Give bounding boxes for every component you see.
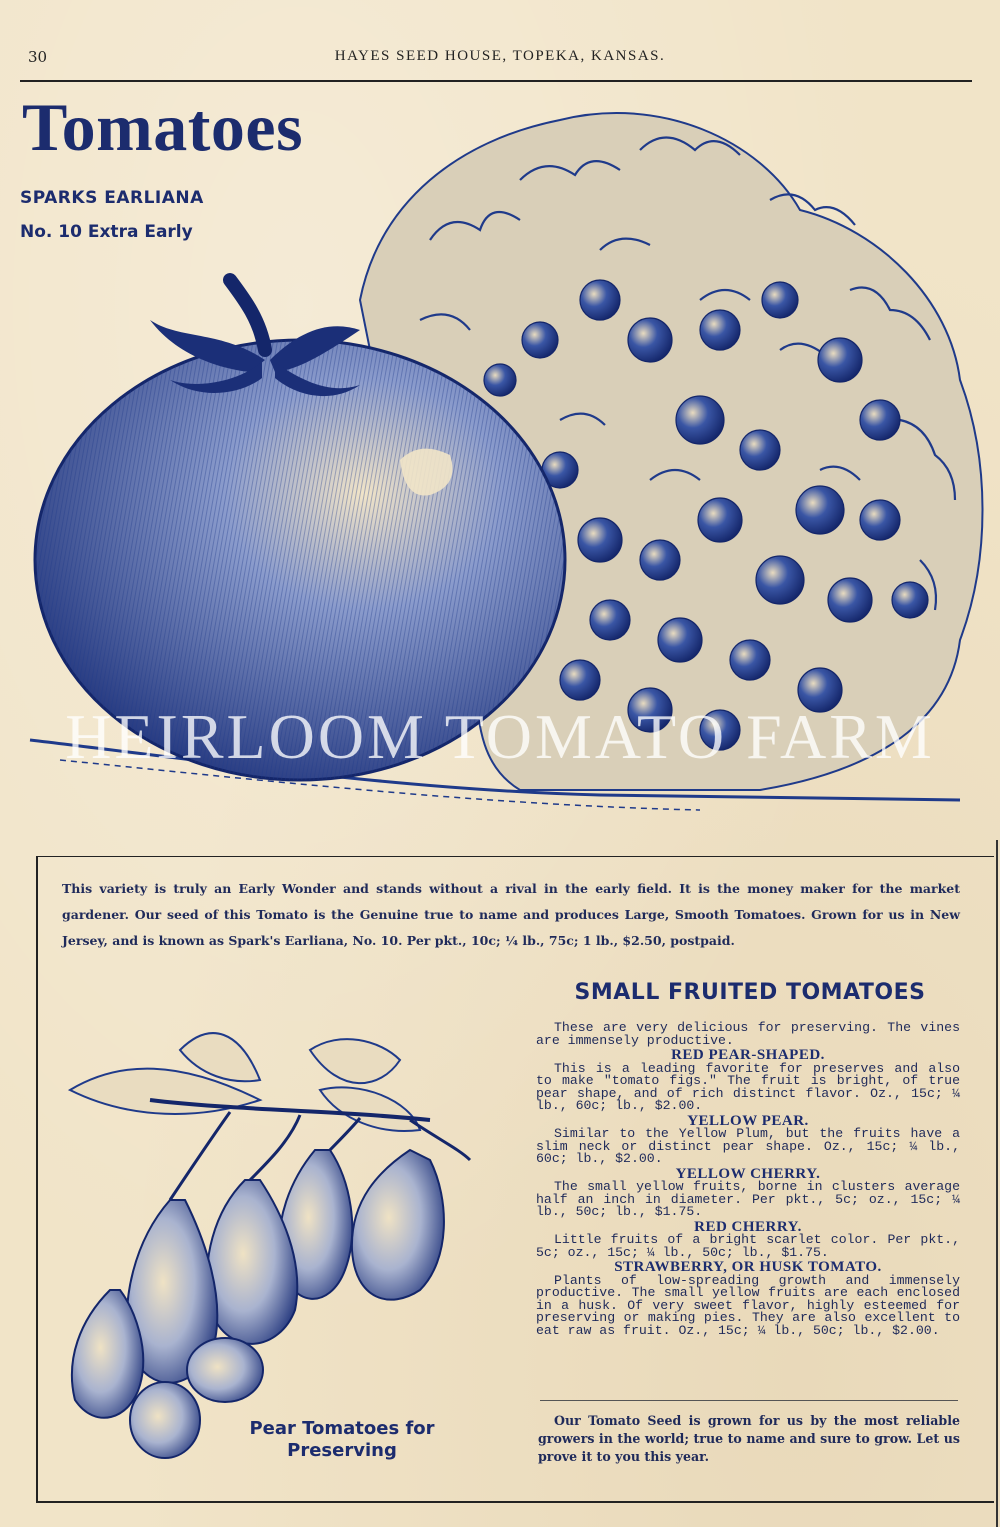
small-fruited-title: SMALL FRUITED TOMATOES (574, 980, 926, 1005)
item-heading-red-pear: RED PEAR-SHAPED. (671, 1047, 825, 1063)
right-edge-rule (996, 840, 998, 1527)
closing-paragraph: Our Tomato Seed is grown for us by the most reliable growers in the world; true to name and sure to grow. Let us prove it to you this year. (538, 1413, 960, 1464)
variety-name: SPARKS EARLIANA (20, 188, 204, 208)
page-number: 30 (28, 48, 48, 66)
item-text-yellow-cherry: The small yellow fruits, borne in clusters average half an inch in diameter. Per pkt., 5c; oz., 15c; ¼ lb., 50c; lb., $1.75. (536, 1179, 960, 1219)
caption-line-2: Preserving (287, 1440, 397, 1461)
small-fruited-column (536, 1022, 960, 1337)
item-text-yellow-pear: Similar to the Yellow Plum, but the fruits have a slim neck or distinct pear shape. Oz., 15c; ¼ lb., 60c; lb., $2.00. (536, 1126, 960, 1166)
item-text-red-pear: This is a leading favorite for preserves and also to make "tomato figs." The fruit is bright, of true pear shape, and of rich distinct flavor. Oz., 15c; ¼ lb., 60c; lb., $2.00. (536, 1060, 960, 1113)
item-heading-yellow-pear: YELLOW PEAR. (687, 1112, 809, 1129)
intro-paragraph: This variety is truly an Early Wonder and stands without a rival in the early field. It is the money maker for the market gardener. Our seed of this Tomato is the Genuine true to name and produces Large, Smooth Tomatoes. Grown for us in New Jersey, and is known as Spark's Earliana, No. 10. Per pkt., 10c; ¼ lb., 75c; 1 lb., $2.50, postpaid. (62, 881, 960, 948)
column-rule (540, 1400, 958, 1401)
item-text-strawberry: Plants of low-spreading growth and immensely productive. The small yellow fruits are each enclosed in a husk. Of very sweet flavor, highly esteemed for preserving or making pies. They are also excellent to eat raw as fruit. Oz., 15c; ¼ lb., 50c; lb., $2.00. (536, 1272, 960, 1338)
item-heading-red-cherry: RED CHERRY. (694, 1218, 802, 1235)
illustration-caption (212, 1418, 472, 1462)
item-text-red-cherry: Little fruits of a bright scarlet color. Per pkt., 5c; oz., 15c; ¼ lb., 50c; lb., $1.75. (536, 1232, 960, 1260)
item-heading-yellow-cherry: YELLOW CHERRY. (675, 1165, 821, 1182)
small-fruited-intro: These are very delicious for preserving. The vines are immensely productive. (536, 1020, 960, 1048)
variety-subtitle: No. 10 Extra Early (20, 222, 193, 242)
item-heading-strawberry: STRAWBERRY, OR HUSK TOMATO. (614, 1259, 882, 1275)
running-head: HAYES SEED HOUSE, TOPEKA, KANSAS. (334, 48, 666, 64)
pear-tomatoes-illustration (56, 1010, 496, 1480)
caption-line-1: Pear Tomatoes for (249, 1418, 435, 1439)
page-title: Tomatoes (22, 89, 304, 165)
watermark: HEIRLOOM TOMATO FARM (65, 701, 935, 772)
